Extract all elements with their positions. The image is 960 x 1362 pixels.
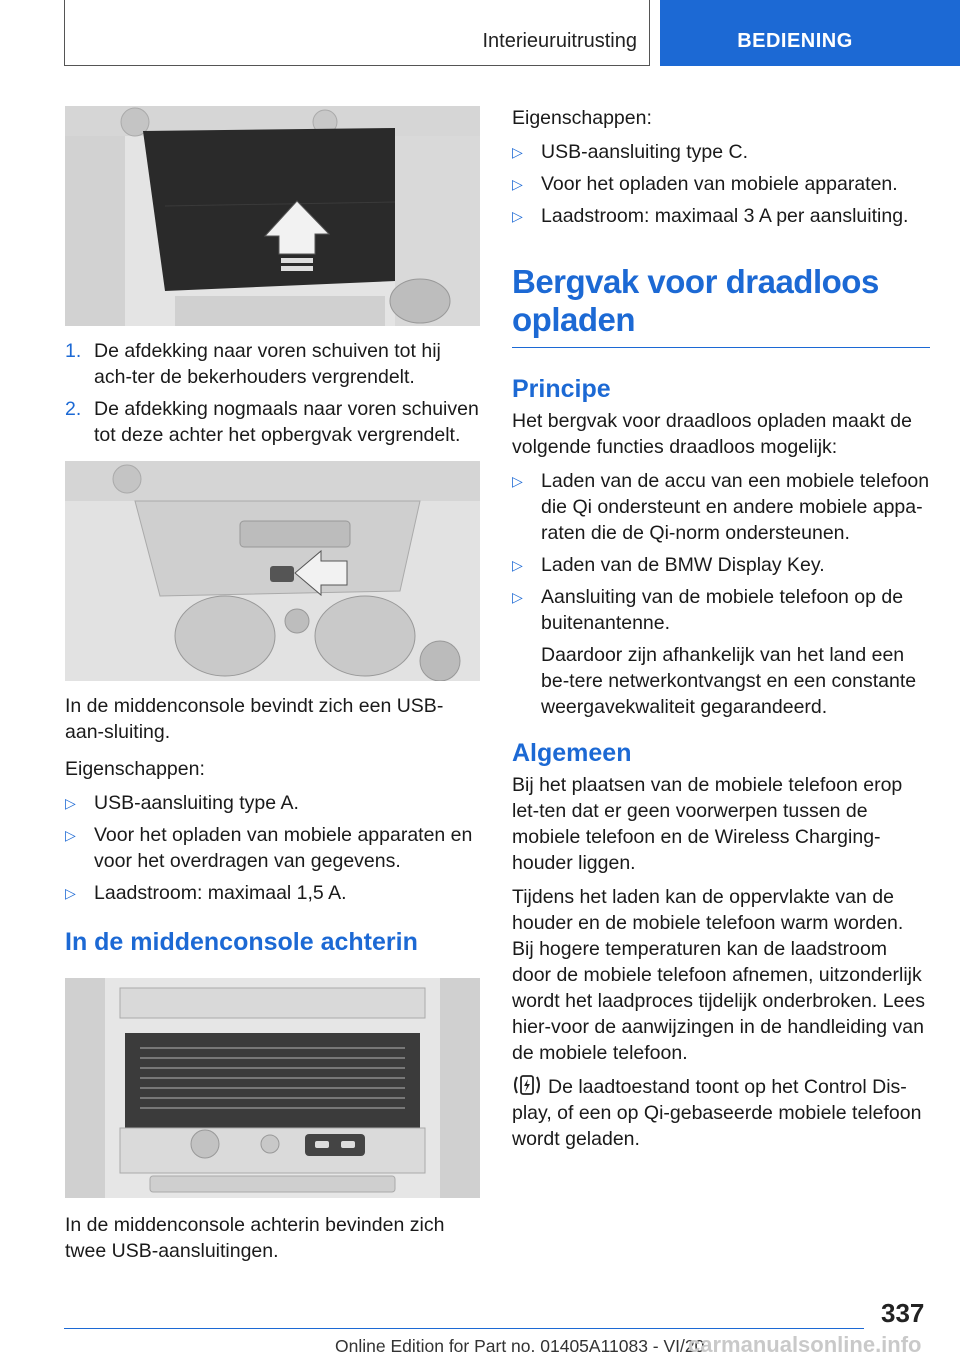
triangle-bullet-icon: ▷ (512, 473, 523, 489)
principle-text: Het bergvak voor draadloos opladen maakt de volgende functies draadloos mogelijk: (512, 410, 912, 458)
general-paragraph-3-text: De laadtoestand toont op het Control Dis‐play, of een op Qi-gebaseerde mobiele telefoon wordt geladen. (512, 1076, 922, 1150)
photo-front-console-cover (65, 106, 480, 326)
rear-usb-text: In de middenconsole achterin bevinden zich twee USB-aansluitingen. (65, 1214, 445, 1262)
footer-watermark: carmanualsonline.info (688, 1332, 922, 1357)
photo-front-usb-port (65, 461, 480, 681)
function-note: Daardoor zijn afhankelijk van het land een be‐tere netwerkontvangst en een constante weergavekwaliteit gegarandeerd. (541, 644, 917, 718)
section-heading-rear: In de middenconsole achterin (65, 928, 418, 956)
subheading-general: Algemeen (512, 739, 632, 767)
general-paragraph-1: Bij het plaatsen van de mobiele telefoon erop let‐ten dat er geen voorwerpen tussen de mobiele telefoon en de Wireless Charging-houder liggen. (512, 774, 903, 874)
list-item: ▷ Voor het opladen van mobiele apparaten. (512, 173, 898, 195)
page-number: 337 (881, 1298, 925, 1328)
functions-list (512, 468, 930, 720)
general-paragraph-2: Tijdens het laden kan de oppervlakte van de houder en de mobiele telefoon warm worden. Bij hogere temperaturen kan de laadstroom door de mobiele telefoon afnemen, uitzonderlijk wordt het laadproces tijdelijk onderbroken. Lees hier‐voor de aanwijzingen in de handleiding van de mobiele telefoon. (512, 886, 925, 1064)
properties-list (512, 139, 930, 229)
general-paragraph-3 (512, 1074, 930, 1152)
list-item: ▷ Laadstroom: maximaal 1,5 A. (65, 882, 347, 904)
list-item: ▷ USB-aansluiting type A. (65, 792, 299, 814)
step-text: De afdekking naar voren schuiven tot hij ach‐ter de bekerhouders vergrendelt. (94, 340, 441, 388)
header-section-title: Interieuruitrusting (482, 30, 637, 52)
triangle-bullet-icon: ▷ (512, 176, 523, 192)
triangle-bullet-icon: ▷ (512, 208, 523, 224)
properties-label: Eigenschappen: (512, 107, 652, 129)
footer-divider (64, 1328, 864, 1329)
triangle-bullet-icon: ▷ (512, 144, 523, 160)
list-item: ▷ Laden van de BMW Display Key. (512, 554, 825, 576)
main-heading-block (512, 263, 930, 348)
list-item: ▷ USB-aansluiting type C. (512, 141, 749, 163)
header-frame (64, 0, 650, 66)
triangle-bullet-icon: ▷ (65, 795, 76, 811)
step-item (65, 396, 480, 448)
steps-list (65, 338, 480, 448)
header-chapter-label: BEDIENING (737, 30, 853, 52)
step-number: 2. (65, 398, 82, 420)
list-item: ▷ Voor het opladen van mobiele apparaten en voor het overdragen van gegevens. (65, 824, 473, 872)
photo-rear-usb-ports (65, 978, 480, 1198)
main-heading: Bergvak voor draadloos opladen (512, 263, 879, 338)
subheading-principle: Principe (512, 375, 611, 403)
step-item (65, 338, 480, 390)
properties-list (65, 790, 480, 906)
footer-edition: Online Edition for Part no. 01405A11083 - VI/20 (335, 1336, 705, 1356)
step-number: 1. (65, 340, 82, 362)
wireless-charging-icon (512, 1074, 542, 1096)
usb-intro-text: In de middenconsole bevindt zich een USB-aan‐sluiting. (65, 695, 444, 743)
list-item: ▷ Aansluiting van de mobiele telefoon op de buitenantenne. Daardoor zijn afhankelijk van het land een be‐tere netwerkontvangst en een constante weergavekwaliteit gegarandeerd. (512, 584, 930, 720)
list-item: ▷ Laden van de accu van een mobiele telefoon die Qi ondersteunt en andere mobiele appa‐raten die de Qi-norm ondersteunen. (512, 470, 930, 544)
triangle-bullet-icon: ▷ (65, 885, 76, 901)
step-text: De afdekking nogmaals naar voren schuiven tot deze achter het opbergvak vergrendelt. (94, 398, 479, 446)
header-chapter-tab[interactable] (660, 0, 960, 66)
properties-label: Eigenschappen: (65, 758, 205, 780)
list-item: ▷ Laadstroom: maximaal 3 A per aansluiting. (512, 205, 909, 227)
triangle-bullet-icon: ▷ (65, 827, 76, 843)
triangle-bullet-icon: ▷ (512, 589, 523, 605)
triangle-bullet-icon: ▷ (512, 557, 523, 573)
